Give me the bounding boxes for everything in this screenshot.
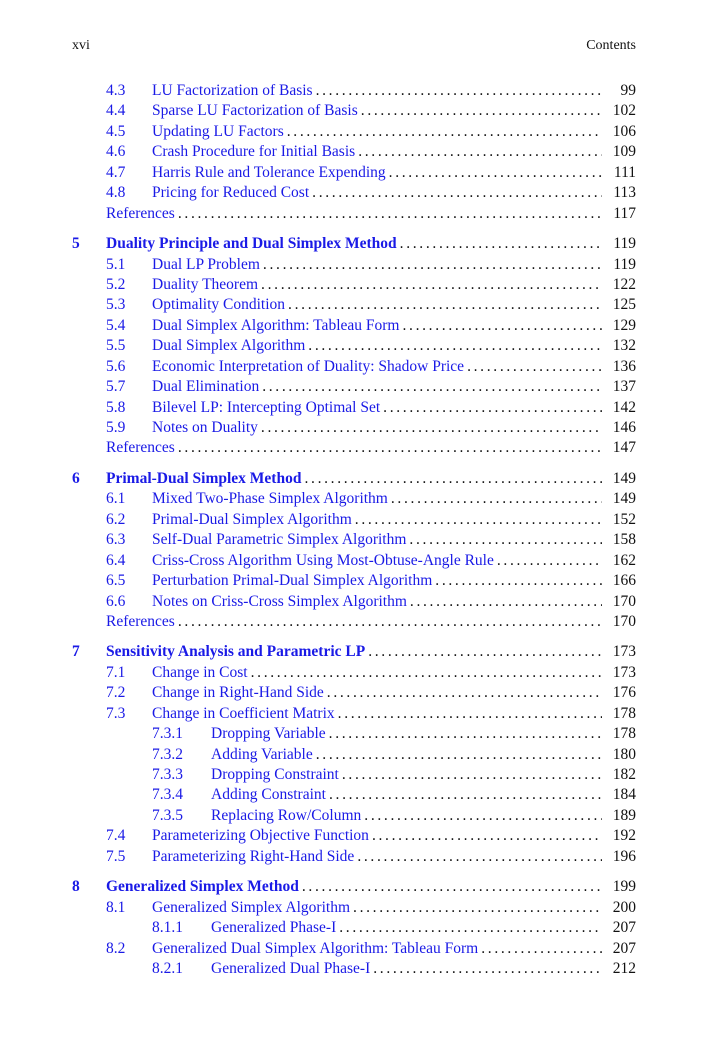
toc-entry-title[interactable]: Dual LP Problem — [152, 255, 260, 273]
toc-entry-page: 109 — [612, 143, 636, 161]
toc-entry-section[interactable] — [72, 592, 636, 612]
toc-entry-chapter[interactable] — [72, 469, 636, 489]
toc-entry-number[interactable]: 5.9 — [106, 419, 126, 436]
toc-entry-title[interactable]: Dual Elimination — [152, 378, 260, 396]
dot-leader — [263, 255, 602, 275]
toc-entry-title[interactable]: Parameterizing Right-Hand Side — [152, 847, 355, 865]
toc-entry-title[interactable]: Duality Principle and Dual Simplex Method — [106, 235, 397, 253]
toc-entry-chapter[interactable] — [72, 234, 636, 254]
toc-entry-title[interactable]: Pricing for Reduced Cost — [152, 184, 310, 202]
toc-entry-number[interactable]: 7.3.5 — [152, 806, 183, 824]
toc-entry-number[interactable]: 5.8 — [106, 398, 126, 416]
toc-entry-number[interactable]: 4.6 — [106, 143, 126, 161]
toc-entry-section[interactable] — [72, 122, 636, 142]
toc-entry-line — [211, 724, 636, 744]
toc-entry-number[interactable]: 7.3.2 — [152, 745, 183, 763]
table-of-contents — [72, 81, 636, 979]
toc-entry-line — [152, 275, 636, 295]
toc-entry-title[interactable]: Generalized Dual Simplex Algorithm: Tableau Form — [152, 939, 479, 957]
toc-entry-page: 158 — [612, 531, 636, 549]
toc-entry-page: 122 — [612, 275, 636, 293]
dot-leader — [353, 898, 602, 918]
toc-entry-page: 200 — [612, 898, 636, 916]
toc-entry-line — [152, 683, 636, 703]
toc-entry-line — [152, 418, 636, 438]
toc-entry-title[interactable]: Harris Rule and Tolerance Expending — [152, 163, 386, 181]
toc-entry-page: 146 — [612, 419, 636, 436]
toc-entry-line — [152, 295, 636, 315]
dot-leader — [338, 704, 602, 724]
toc-entry-page: 180 — [612, 745, 636, 763]
toc-entry-title[interactable]: Sensitivity Analysis and Parametric LP — [106, 643, 366, 661]
toc-entry-title[interactable]: Perturbation Primal-Dual Simplex Algorithm — [152, 572, 433, 590]
toc-entry-section[interactable] — [72, 398, 636, 418]
toc-entry-page: 196 — [612, 847, 636, 865]
dot-leader — [389, 163, 602, 183]
dot-leader — [364, 806, 602, 826]
toc-entry-title[interactable]: References — [106, 204, 175, 222]
toc-entry-page: 147 — [612, 439, 636, 457]
toc-entry-page: 125 — [612, 296, 636, 314]
running-title: Contents — [586, 38, 636, 53]
toc-entry-chapter[interactable] — [72, 642, 636, 662]
dot-leader — [287, 122, 602, 142]
toc-entry-line — [152, 163, 636, 183]
toc-entry-page: 173 — [612, 663, 636, 681]
toc-entry-section[interactable] — [72, 377, 636, 397]
toc-entry-line — [152, 489, 636, 509]
toc-entry-title[interactable]: Bilevel LP: Intercepting Optimal Set — [152, 398, 381, 416]
toc-entry-line — [211, 765, 636, 785]
toc-entry-title[interactable]: Change in Right-Hand Side — [152, 684, 324, 702]
dot-leader — [302, 877, 602, 897]
toc-entry-page: 119 — [613, 235, 636, 253]
dot-leader — [308, 336, 602, 356]
toc-entry-title[interactable]: Updating LU Factors — [152, 122, 284, 140]
toc-entry-number[interactable]: 6.3 — [106, 531, 126, 549]
toc-entry-line — [211, 959, 636, 979]
toc-entry-title[interactable]: Duality Theorem — [152, 275, 259, 293]
toc-entry-number[interactable]: 7.1 — [106, 663, 126, 681]
page-number: xvi — [72, 38, 90, 53]
toc-entry-title[interactable]: Economic Interpretation of Duality: Shadow Price — [152, 357, 465, 375]
toc-entry-page: 137 — [612, 378, 636, 396]
toc-entry-line — [152, 704, 636, 724]
toc-entry-section[interactable] — [72, 336, 636, 356]
toc-entry-line — [211, 745, 636, 765]
dot-leader — [355, 510, 602, 530]
toc-entry-line — [106, 438, 636, 458]
dot-leader — [329, 785, 602, 805]
dot-leader — [261, 275, 602, 295]
toc-entry-line — [152, 336, 636, 356]
toc-entry-section[interactable] — [72, 571, 636, 591]
toc-entry-title[interactable]: Replacing Row/Column — [211, 806, 362, 824]
toc-entry-number[interactable]: 5.3 — [106, 296, 126, 314]
toc-entry-title[interactable]: Dual Simplex Algorithm: Tableau Form — [152, 316, 400, 334]
toc-entry-section[interactable] — [72, 101, 636, 121]
toc-entry-section[interactable] — [72, 357, 636, 377]
dot-leader — [261, 418, 602, 438]
toc-entry-sub[interactable] — [72, 959, 636, 979]
toc-entry-line — [152, 898, 636, 918]
toc-entry-page: 178 — [612, 704, 636, 722]
toc-entry-line — [211, 785, 636, 805]
toc-entry-line — [152, 316, 636, 336]
dot-leader — [357, 847, 602, 867]
dot-leader — [467, 357, 602, 377]
toc-entry-page: 149 — [612, 490, 636, 508]
toc-entry-number[interactable]: 6.5 — [106, 572, 126, 590]
toc-entry-number[interactable]: 5.2 — [106, 275, 126, 293]
toc-entry-title[interactable]: Generalized Dual Phase-I — [211, 959, 371, 977]
toc-entry-section[interactable] — [72, 663, 636, 683]
toc-entry-line — [211, 918, 636, 938]
toc-entry-line — [152, 847, 636, 867]
toc-entry-section[interactable] — [72, 142, 636, 162]
toc-entry-line — [152, 398, 636, 418]
dot-leader — [435, 571, 602, 591]
toc-entry-sub[interactable] — [72, 918, 636, 938]
toc-entry-number[interactable]: 7.2 — [106, 684, 126, 702]
toc-entry-line — [152, 551, 636, 571]
toc-entry-section[interactable] — [72, 81, 636, 101]
toc-entry-title[interactable]: Dropping Constraint — [211, 766, 339, 783]
dot-leader — [327, 683, 602, 703]
toc-entry-number[interactable]: 8.1 — [106, 898, 126, 916]
toc-entry-number[interactable]: 7.3.4 — [152, 786, 183, 804]
dot-leader — [262, 377, 602, 397]
toc-entry-title[interactable]: Dual Simplex Algorithm — [152, 337, 306, 355]
toc-entry-page: 132 — [612, 337, 636, 355]
toc-entry-section[interactable] — [72, 704, 636, 724]
dot-leader — [316, 745, 602, 765]
dot-leader — [481, 939, 602, 959]
toc-entry-page: 106 — [612, 122, 636, 140]
toc-entry-number[interactable]: 7.3 — [106, 704, 126, 722]
toc-entry-section[interactable] — [72, 939, 636, 959]
toc-entry-number[interactable]: 8.2 — [106, 939, 126, 957]
toc-entry-title[interactable]: Notes on Duality — [152, 419, 258, 436]
toc-entry-section[interactable] — [72, 826, 636, 846]
toc-entry-number[interactable]: 6.4 — [106, 551, 126, 569]
dot-leader — [304, 469, 602, 489]
toc-entry-chapter[interactable] — [72, 877, 636, 897]
toc-entry-page: 184 — [612, 786, 636, 804]
toc-entry-number[interactable]: 4.4 — [106, 102, 126, 120]
toc-entry-number[interactable]: 5.7 — [106, 378, 126, 396]
toc-entry-number[interactable]: 5.5 — [106, 337, 126, 355]
dot-leader — [361, 101, 602, 121]
toc-entry-refs[interactable] — [72, 204, 636, 224]
toc-entry-line — [106, 877, 636, 897]
toc-entry-section[interactable] — [72, 316, 636, 336]
toc-entry-page: 162 — [612, 551, 636, 569]
dot-leader — [402, 316, 602, 336]
dot-leader — [339, 918, 602, 938]
toc-entry-page: 102 — [612, 102, 636, 120]
toc-entry-section[interactable] — [72, 255, 636, 275]
toc-entry-page: 189 — [612, 806, 636, 824]
dot-leader — [329, 724, 602, 744]
toc-entry-number[interactable]: 7 — [72, 643, 80, 661]
toc-entry-page: 152 — [612, 510, 636, 528]
toc-entry-page: 178 — [612, 725, 636, 743]
toc-entry-page: 192 — [612, 827, 636, 845]
toc-entry-page: 111 — [613, 163, 636, 181]
toc-entry-page: 207 — [612, 919, 636, 937]
toc-entry-sub[interactable] — [72, 745, 636, 765]
toc-entry-number[interactable]: 6.2 — [106, 510, 126, 528]
toc-entry-number[interactable]: 5.4 — [106, 316, 126, 334]
dot-leader — [342, 765, 602, 785]
dot-leader — [178, 438, 602, 458]
toc-entry-title[interactable]: Generalized Simplex Method — [106, 878, 299, 896]
toc-entry-section[interactable] — [72, 847, 636, 867]
toc-entry-line — [106, 234, 636, 254]
dot-leader — [372, 826, 602, 846]
dot-leader — [410, 592, 602, 612]
dot-leader — [373, 959, 602, 979]
dot-leader — [358, 142, 602, 162]
toc-entry-title[interactable]: Adding Constraint — [211, 786, 326, 804]
toc-entry-section[interactable] — [72, 163, 636, 183]
dot-leader — [288, 295, 602, 315]
toc-entry-section[interactable] — [72, 418, 636, 438]
toc-entry-title[interactable]: Change in Coefficient Matrix — [152, 704, 335, 722]
toc-entry-line — [152, 530, 636, 550]
dot-leader — [178, 612, 602, 632]
toc-entry-title[interactable]: Primal-Dual Simplex Method — [106, 469, 302, 487]
toc-entry-title[interactable]: Primal-Dual Simplex Algorithm — [152, 510, 352, 528]
toc-entry-number[interactable]: 6.1 — [106, 490, 126, 508]
dot-leader — [391, 489, 602, 509]
toc-entry-title[interactable]: Dropping Variable — [211, 725, 326, 743]
dot-leader — [251, 663, 602, 683]
toc-entry-number[interactable]: 5.1 — [106, 255, 126, 273]
toc-entry-number[interactable]: 8 — [72, 878, 80, 896]
toc-entry-number[interactable]: 6 — [72, 469, 80, 487]
toc-entry-sub[interactable] — [72, 724, 636, 744]
toc-entry-page: 113 — [613, 184, 636, 202]
toc-entry-refs[interactable] — [72, 612, 636, 632]
toc-entry-line — [152, 142, 636, 162]
dot-leader — [368, 642, 602, 662]
dot-leader — [400, 234, 602, 254]
toc-entry-title[interactable]: Crash Procedure for Initial Basis — [152, 143, 356, 161]
toc-entry-page: 166 — [612, 572, 636, 590]
toc-entry-title[interactable]: Adding Variable — [211, 745, 313, 763]
toc-entry-number[interactable]: 7.4 — [106, 827, 126, 845]
toc-entry-title[interactable]: Self-Dual Parametric Simplex Algorithm — [152, 531, 407, 549]
toc-entry-line — [152, 592, 636, 612]
toc-entry-page: 173 — [612, 643, 636, 661]
toc-entry-line — [106, 612, 636, 632]
toc-entry-line — [152, 826, 636, 846]
toc-entry-section[interactable] — [72, 275, 636, 295]
toc-entry-title[interactable]: Change in Cost — [152, 663, 248, 681]
toc-entry-page: 182 — [612, 766, 636, 783]
toc-entry-page: 117 — [613, 204, 636, 222]
toc-entry-number[interactable]: 4.8 — [106, 184, 126, 202]
page-header — [72, 38, 636, 56]
toc-entry-line — [106, 469, 636, 489]
toc-entry-line — [152, 255, 636, 275]
toc-entry-page: 99 — [620, 82, 636, 99]
toc-entry-number[interactable]: 7.3.1 — [152, 725, 183, 743]
toc-entry-line — [152, 183, 636, 203]
toc-entry-section[interactable] — [72, 295, 636, 315]
toc-entry-title[interactable]: Generalized Phase-I — [211, 919, 337, 937]
toc-entry-line — [106, 642, 636, 662]
toc-entry-page: 212 — [612, 959, 636, 977]
toc-entry-title[interactable]: Optimality Condition — [152, 296, 286, 314]
toc-entry-page: 142 — [612, 398, 636, 416]
toc-entry-section[interactable] — [72, 530, 636, 550]
toc-entry-line — [152, 122, 636, 142]
toc-entry-page: 199 — [612, 878, 636, 896]
toc-entry-page: 136 — [612, 357, 636, 375]
toc-entry-page: 176 — [612, 684, 636, 702]
toc-entry-sub[interactable] — [72, 785, 636, 805]
toc-entry-sub[interactable] — [72, 806, 636, 826]
toc-entry-line — [152, 510, 636, 530]
toc-entry-title[interactable]: Parameterizing Objective Function — [152, 827, 369, 845]
toc-entry-title[interactable]: Generalized Simplex Algorithm — [152, 898, 351, 916]
dot-leader — [316, 81, 602, 101]
toc-entry-page: 207 — [612, 939, 636, 957]
toc-entry-page: 129 — [612, 316, 636, 334]
toc-entry-page: 149 — [612, 469, 636, 487]
toc-entry-title[interactable]: Notes on Criss-Cross Simplex Algorithm — [152, 592, 407, 610]
toc-entry-line — [152, 357, 636, 377]
toc-entry-title[interactable]: Criss-Cross Algorithm Using Most-Obtuse-Angle Rule — [152, 551, 494, 569]
toc-entry-line — [152, 377, 636, 397]
toc-entry-line — [211, 806, 636, 826]
dot-leader — [409, 530, 602, 550]
toc-entry-line — [152, 101, 636, 121]
toc-entry-title[interactable]: Mixed Two-Phase Simplex Algorithm — [152, 490, 388, 508]
toc-entry-page: 170 — [612, 612, 636, 630]
dot-leader — [312, 183, 602, 203]
toc-entry-number[interactable]: 6.6 — [106, 592, 126, 610]
toc-entry-line — [106, 204, 636, 224]
toc-entry-number[interactable]: 4.7 — [106, 163, 126, 181]
toc-entry-title[interactable]: LU Factorization of Basis — [152, 82, 313, 99]
toc-entry-number[interactable]: 8.1.1 — [152, 919, 183, 937]
toc-entry-line — [152, 939, 636, 959]
toc-entry-number[interactable]: 5.6 — [106, 357, 126, 375]
toc-entry-number[interactable]: 7.3.3 — [152, 766, 183, 783]
toc-entry-number[interactable]: 8.2.1 — [152, 959, 183, 977]
toc-entry-title[interactable]: Sparse LU Factorization of Basis — [152, 102, 358, 120]
toc-entry-refs[interactable] — [72, 438, 636, 458]
dot-leader — [178, 204, 602, 224]
toc-entry-number[interactable]: 7.5 — [106, 847, 126, 865]
toc-entry-line — [152, 81, 636, 101]
toc-entry-title[interactable]: References — [106, 612, 175, 630]
toc-entry-section[interactable] — [72, 510, 636, 530]
toc-entry-number[interactable]: 4.3 — [106, 82, 126, 99]
dot-leader — [497, 551, 602, 571]
toc-entry-title[interactable]: References — [106, 439, 175, 457]
toc-entry-line — [152, 571, 636, 591]
toc-entry-line — [152, 663, 636, 683]
toc-entry-section[interactable] — [72, 898, 636, 918]
toc-entry-section[interactable] — [72, 183, 636, 203]
toc-entry-number[interactable]: 5 — [72, 235, 80, 253]
toc-entry-sub[interactable] — [72, 765, 636, 785]
toc-entry-section[interactable] — [72, 551, 636, 571]
toc-entry-page: 119 — [613, 255, 636, 273]
toc-entry-number[interactable]: 4.5 — [106, 122, 126, 140]
toc-entry-page: 170 — [612, 592, 636, 610]
dot-leader — [383, 398, 602, 418]
toc-entry-section[interactable] — [72, 683, 636, 703]
toc-entry-section[interactable] — [72, 489, 636, 509]
